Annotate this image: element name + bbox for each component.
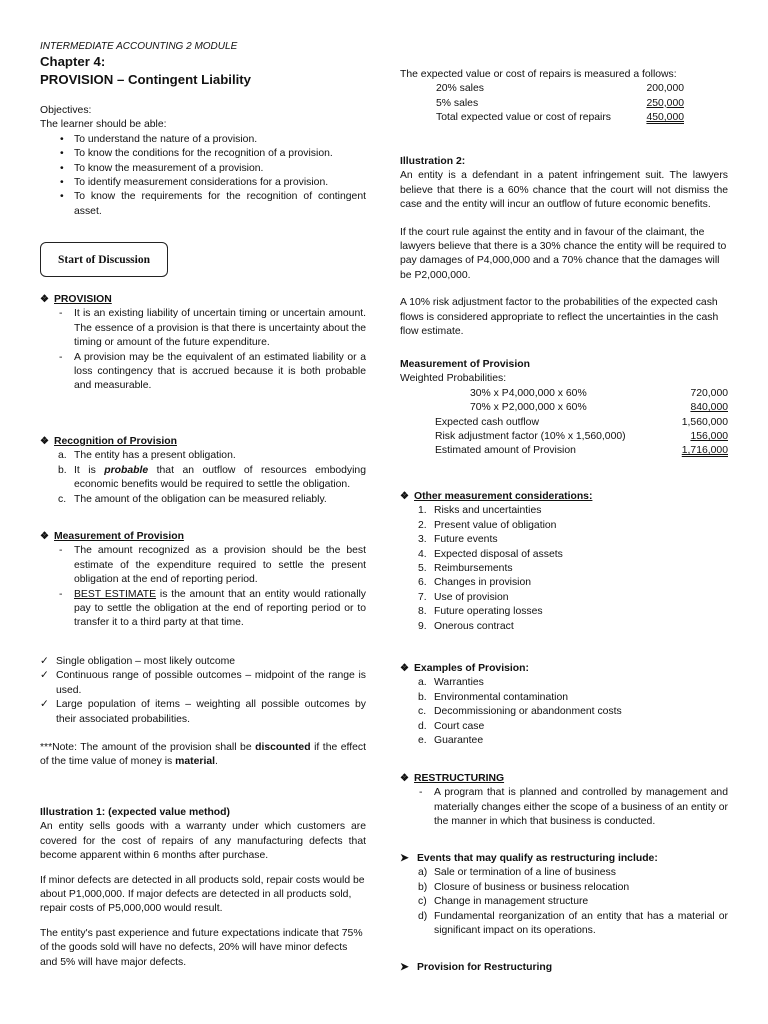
measurement-p1: The amount recognized as a provision should be the best estimate of the expenditure required to settle the present obligation at the end of reporting period.	[74, 545, 366, 586]
list-marker: a.	[418, 677, 427, 689]
list-item	[400, 881, 728, 895]
list-marker: b.	[58, 464, 67, 476]
list-text: Risks and uncertainties	[434, 505, 542, 517]
illustration-2	[400, 155, 728, 339]
list-marker: 5.	[418, 563, 427, 575]
row-label: 70% x P2,000,000 x 60%	[470, 402, 587, 414]
dash-marker: -	[59, 351, 63, 363]
list-item	[400, 620, 728, 634]
illustration-1-p1: An entity sells goods with a warranty under which customers are covered for the cost of repairs of any manufacturing defects that become apparent within 6 months after purchase.	[40, 821, 366, 862]
row-label: Estimated amount of Provision	[435, 445, 576, 457]
list-item	[400, 533, 728, 547]
dash-marker: -	[419, 787, 423, 799]
illustration-2-p3: A 10% risk adjustment factor to the probabilities of the expected cash flows is considered appropriate to reflect the uncertainties in the cash flow estimate.	[400, 297, 719, 338]
list-marker: 9.	[418, 620, 427, 632]
list-text: Changes in provision	[434, 577, 532, 589]
list-marker: 7.	[418, 591, 427, 603]
measurement-p2: is the amount that an entity would rationally pay to settle the obligation at the end of reporting period or to transfer it to a third party at that time.	[74, 588, 367, 629]
diamond-icon: ❖	[400, 663, 409, 674]
list-text: Onerous contract	[434, 620, 514, 632]
list-text: Future events	[434, 534, 498, 546]
provision-restructuring-heading: Provision for Restructuring	[417, 962, 553, 973]
list-item	[400, 691, 728, 705]
list-marker: a.	[58, 450, 67, 462]
list-marker: c)	[418, 896, 427, 908]
diamond-icon: ❖	[40, 436, 49, 447]
list-item: • To understand the nature of a provision.	[40, 133, 366, 147]
row-label: Total expected value or cost of repairs	[436, 112, 612, 124]
note-text: if the effect of the time value of money is	[40, 742, 366, 768]
list-text: Future operating losses	[434, 606, 543, 618]
course-title: INTERMEDIATE ACCOUNTING 2 MODULE	[40, 41, 238, 52]
list-item	[400, 895, 728, 909]
measurement-of-provision	[400, 358, 728, 459]
list-text: Reimbursements	[434, 563, 513, 575]
list-marker: 3.	[418, 534, 427, 546]
list-text: Environmental contamination	[434, 691, 568, 703]
start-of-discussion-box: Start of Discussion	[40, 242, 168, 277]
row-amount: 1,716,000	[681, 445, 728, 457]
table-row	[400, 401, 728, 415]
outcome-checklist	[40, 655, 366, 727]
objectives-heading: Objectives:	[40, 105, 92, 116]
list-marker: e.	[418, 735, 427, 747]
provision-p1: It is an existing liability of uncertain timing or uncertain amount. The essence of a provision is that there is uncertainty about the timing or amount of the future expenditure.	[74, 308, 366, 349]
arrow-icon: ➤	[400, 962, 409, 973]
row-label: 30% x P4,000,000 x 60%	[470, 387, 587, 399]
row-label: Expected cash outflow	[435, 416, 539, 428]
recognition-b-pre: It is	[74, 464, 105, 476]
dash-marker: -	[59, 545, 63, 557]
row-amount: 720,000	[690, 387, 728, 399]
list-item	[400, 576, 728, 590]
check-icon: ✓	[40, 699, 49, 711]
list-marker: d.	[418, 720, 427, 732]
list-item	[400, 605, 728, 619]
list-item	[400, 866, 728, 880]
row-label: Risk adjustment factor (10% x 1,560,000)	[435, 430, 626, 442]
illustration-1-heading: Illustration 1: (expected value method)	[40, 807, 230, 818]
table-row	[400, 430, 728, 444]
examples-section	[400, 662, 728, 748]
illustration-1-p3: The entity's past experience and future expectations indicate that 75% of the goods sold will have no defects, 20% will have minor defects and 5% will have major defects.	[40, 927, 363, 968]
list-text: Warranties	[434, 677, 484, 689]
discount-note	[40, 741, 366, 770]
dash-marker: -	[59, 308, 63, 320]
mop-heading: Measurement of Provision	[400, 359, 530, 370]
check-item: Large population of items – weighting all possible outcomes by their associated probabilities.	[56, 699, 366, 725]
list-item	[400, 591, 728, 605]
diamond-icon: ❖	[400, 491, 409, 502]
note-text: ***Note: The amount of the provision shall be	[40, 742, 256, 753]
restructuring-p1: A program that is planned and controlled by management and materially changes either the scope of a business of an entity or the manner in which that business is conducted.	[434, 787, 728, 828]
provision-p2: A provision may be the equivalent of an estimated liability or a loss contingency that is accrued because it is both probable and measurable.	[74, 351, 366, 392]
list-marker: 8.	[418, 606, 427, 618]
row-amount: 250,000	[646, 97, 684, 109]
list-marker: a)	[418, 867, 428, 879]
list-marker: c.	[418, 706, 427, 718]
examples-heading: Examples of Provision:	[414, 663, 529, 674]
list-marker: c.	[58, 493, 67, 505]
check-item: Continuous range of possible outcomes – midpoint of the range is used.	[56, 670, 366, 696]
list-item	[400, 705, 728, 719]
illustration-2-p1: An entity is a defendant in a patent infringement suit. The lawyers believe that there is a 60% chance that the court will not dismiss the case and the entity will incur an outflow of future economic benefits.	[400, 170, 728, 211]
table-row	[400, 111, 728, 125]
note-bold: material	[175, 756, 216, 768]
mop-subheading: Weighted Probabilities:	[400, 373, 507, 385]
recognition-b-post: that an outflow of resources embodying economic benefits would be required to settle the obligation.	[74, 464, 366, 491]
list-marker: 1.	[418, 505, 427, 517]
list-item	[400, 910, 728, 939]
list-marker: 4.	[418, 548, 427, 560]
expected-value-table	[400, 68, 728, 126]
list-text: Decommissioning or abandonment costs	[434, 706, 622, 718]
diamond-icon: ❖	[40, 294, 49, 305]
check-icon: ✓	[40, 656, 49, 667]
events-heading: Events that may qualify as restructuring include:	[417, 853, 658, 864]
table-row	[400, 97, 728, 111]
list-text: Sale or termination of a line of business	[434, 867, 616, 879]
note-bold: discounted	[255, 742, 311, 753]
list-marker: b)	[418, 881, 428, 893]
list-item	[400, 548, 728, 562]
diamond-icon: ❖	[400, 773, 409, 784]
restructuring-section	[400, 772, 728, 830]
measurement-heading: Measurement of Provision	[54, 531, 184, 542]
list-item	[400, 504, 728, 518]
objectives-intro: The learner should be able:	[40, 119, 167, 131]
table-row	[400, 444, 728, 458]
illustration-1	[40, 806, 366, 970]
recognition-a: The entity has a present obligation.	[74, 450, 236, 462]
restructuring-heading: RESTRUCTURING	[414, 773, 505, 784]
list-text: Guarantee	[434, 735, 484, 747]
list-marker: d)	[418, 910, 428, 922]
list-text: Change in management structure	[434, 896, 589, 908]
row-amount: 450,000	[646, 112, 684, 124]
list-item: • To know the conditions for the recognition of a provision.	[40, 147, 366, 161]
check-icon: ✓	[40, 670, 49, 682]
list-text: Fundamental reorganization of an entity that has a material or significant impact on its operations.	[434, 910, 728, 937]
note-text: .	[215, 756, 218, 768]
list-marker: 6.	[418, 577, 427, 589]
list-item	[400, 734, 728, 748]
best-estimate-term: BEST ESTIMATE	[74, 588, 157, 600]
list-text: Court case	[434, 720, 485, 732]
row-amount: 200,000	[646, 83, 684, 95]
row-label: 5% sales	[436, 97, 479, 109]
list-marker: b.	[418, 691, 427, 703]
list-item	[400, 720, 728, 734]
chapter-label: Chapter 4:	[40, 54, 106, 69]
illustration-2-heading: Illustration 2:	[400, 156, 466, 167]
list-text: Closure of business or business relocation	[434, 881, 630, 893]
list-item	[400, 562, 728, 576]
recognition-section	[40, 435, 366, 507]
diamond-icon: ❖	[40, 531, 49, 542]
recognition-b-emphasis: probable	[104, 464, 149, 476]
list-text: Present value of obligation	[434, 519, 557, 531]
check-item: Single obligation – most likely outcome	[56, 656, 236, 667]
table-row	[400, 416, 728, 430]
events-section	[400, 852, 728, 938]
provision-heading: PROVISION	[54, 294, 112, 305]
row-amount: 840,000	[690, 402, 728, 414]
list-item: • To know the requirements for the recognition of contingent asset.	[40, 190, 366, 219]
recognition-heading: Recognition of Provision	[54, 436, 177, 447]
objectives-list	[40, 133, 366, 219]
objectives	[40, 104, 366, 219]
provision-restructuring	[400, 961, 552, 975]
other-considerations	[400, 490, 728, 634]
row-amount: 156,000	[690, 430, 728, 442]
table-row	[400, 387, 728, 401]
provision-section	[40, 293, 366, 394]
list-text: Use of provision	[434, 591, 509, 603]
illustration-1-p2: If minor defects are detected in all products sold, repair costs would be about P1,000,000. If major defects are detected in all products sold, repair costs of P5,000,000 would result.	[40, 874, 365, 915]
other-heading: Other measurement considerations:	[414, 491, 593, 502]
list-item: • To know the measurement of a provision.	[40, 162, 366, 176]
list-item	[400, 676, 728, 690]
page-title: PROVISION – Contingent Liability	[40, 72, 252, 87]
arrow-icon: ➤	[400, 853, 409, 864]
row-amount: 1,560,000	[681, 416, 728, 428]
list-text: Expected disposal of assets	[434, 548, 563, 560]
recognition-c: The amount of the obligation can be measured reliably.	[74, 493, 327, 505]
expected-intro: The expected value or cost of repairs is measured a follows:	[400, 69, 677, 80]
illustration-2-p2: If the court rule against the entity and in favour of the claimant, the lawyers believe that there is a 30% chance the entity will be required to pay damages of P4,000,000 and a 70% chance that the damages will be P2,000,000.	[400, 226, 727, 281]
list-marker: 2.	[418, 519, 427, 531]
list-item: • To identify measurement considerations for a provision.	[40, 176, 366, 190]
list-item	[400, 519, 728, 533]
dash-marker: -	[59, 588, 63, 600]
row-label: 20% sales	[436, 83, 484, 95]
table-row	[400, 82, 728, 96]
measurement-section	[40, 530, 366, 631]
